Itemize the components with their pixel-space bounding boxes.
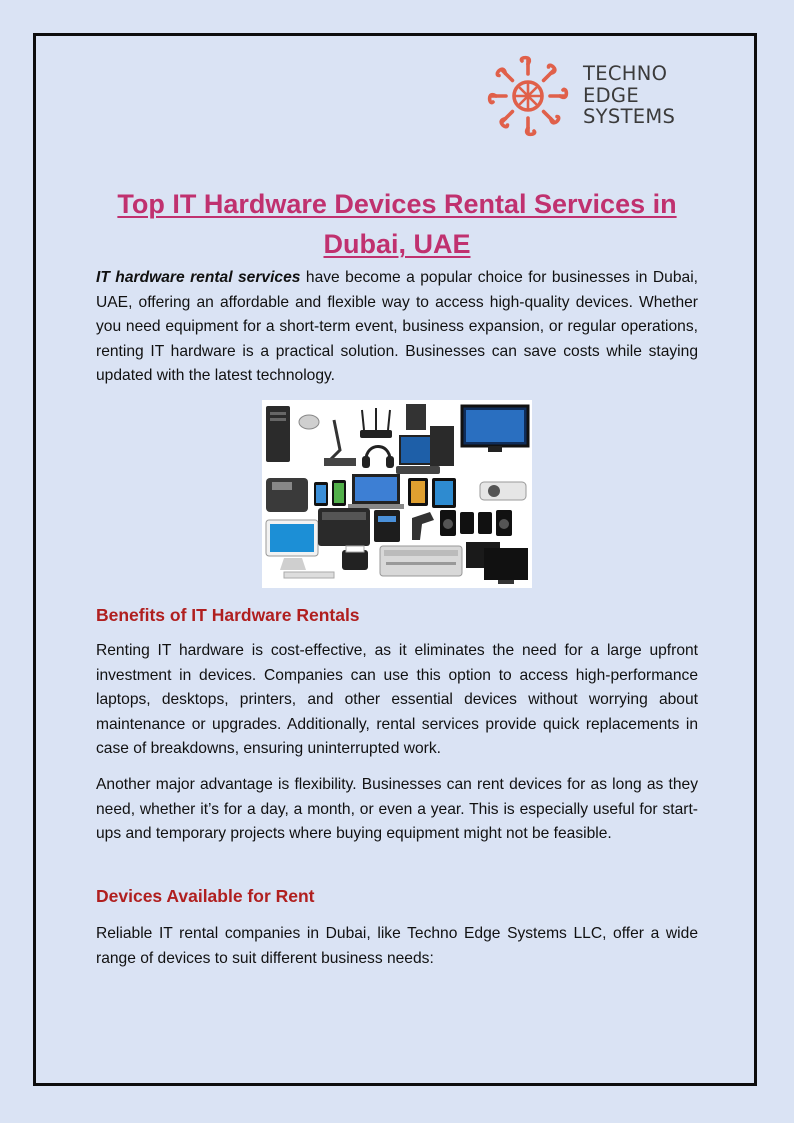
intro-lead-link: IT hardware rental services bbox=[96, 269, 301, 286]
brand-name-line: SYSTEMS bbox=[583, 105, 676, 128]
intro-paragraph bbox=[96, 266, 698, 389]
page-title: Top IT Hardware Devices Rental Services in Dubai, UAE bbox=[117, 189, 677, 259]
brand-name-line: TECHNO bbox=[583, 62, 668, 85]
devices-paragraph: Reliable IT rental companies in Dubai, like Techno Edge Systems LLC, offer a wide range of devices to suit different business needs: bbox=[96, 925, 698, 967]
brand-name-line: EDGE bbox=[583, 83, 639, 107]
it-hardware-image bbox=[262, 400, 532, 588]
benefits-paragraph-1: Renting IT hardware is cost-effective, as it eliminates the need for a large upfront investment in devices. Companies can use this option to access high-performance laptops, desktops, printers, and other essential devices without worrying about maintenance or upgrades. Additionally, rental services provide quick replacements in case of breakdowns, ensuring uninterrupted work. bbox=[96, 642, 698, 758]
benefits-paragraph-2: Another major advantage is flexibility. Businesses can rent devices for as long as they need, whether it’s for a day, a month, or even a year. This is especially useful for start-ups and temporary projects where buying equipment might not be feasible. bbox=[96, 776, 698, 843]
benefits-heading: Benefits of IT Hardware Rentals bbox=[96, 605, 360, 625]
snowflake-logo-icon bbox=[484, 52, 572, 140]
devices-heading: Devices Available for Rent bbox=[96, 886, 315, 906]
it-hardware-collage-icon bbox=[262, 400, 532, 588]
brand-name bbox=[583, 63, 675, 128]
brand-logo bbox=[484, 52, 694, 140]
intro-text: have become a popular choice for businesses in Dubai, UAE, offering an affordable and flexible way to access high-quality devices. Whether you need equipment for a short-term event, business expansion, or regular operations, renting IT hardware is a practical solution. Businesses can save costs while staying updated with the latest technology. bbox=[96, 269, 698, 385]
